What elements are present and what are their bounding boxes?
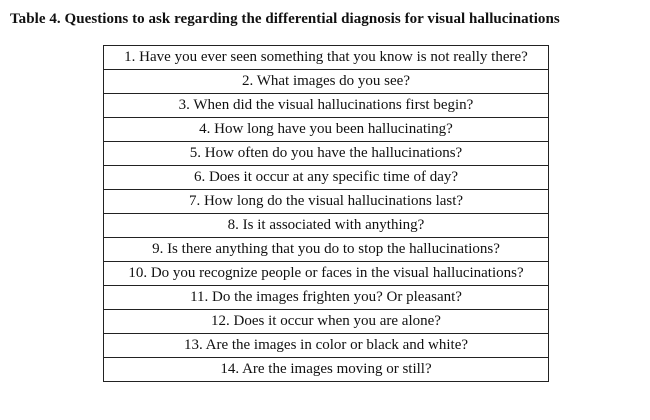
question-cell: 1. Have you ever seen something that you know is not really there? [104,46,549,70]
question-cell: 13. Are the images in color or black and white? [104,334,549,358]
table-row [104,118,549,142]
table-row [104,190,549,214]
question-cell: 10. Do you recognize people or faces in the visual hallucinations? [104,262,549,286]
question-cell: 2. What images do you see? [104,70,549,94]
question-cell: 11. Do the images frighten you? Or pleasant? [104,286,549,310]
questions-table-body [104,46,549,382]
question-cell: 7. How long do the visual hallucinations last? [104,190,549,214]
table-row [104,46,549,70]
table-row [104,358,549,382]
table-row [104,238,549,262]
table-row [104,262,549,286]
table-row [104,166,549,190]
questions-table [103,45,549,382]
question-cell: 9. Is there anything that you do to stop the hallucinations? [104,238,549,262]
question-cell: 5. How often do you have the hallucinations? [104,142,549,166]
table-caption: Table 4. Questions to ask regarding the differential diagnosis for visual hallucinations [10,11,560,27]
questions-table-container [103,45,549,382]
table-row [104,334,549,358]
question-cell: 12. Does it occur when you are alone? [104,310,549,334]
question-cell: 3. When did the visual hallucinations first begin? [104,94,549,118]
table-row [104,70,549,94]
table-row [104,94,549,118]
question-cell: 4. How long have you been hallucinating? [104,118,549,142]
question-cell: 14. Are the images moving or still? [104,358,549,382]
table-row [104,286,549,310]
table-row [104,142,549,166]
table-row [104,310,549,334]
question-cell: 8. Is it associated with anything? [104,214,549,238]
table-row [104,214,549,238]
question-cell: 6. Does it occur at any specific time of day? [104,166,549,190]
